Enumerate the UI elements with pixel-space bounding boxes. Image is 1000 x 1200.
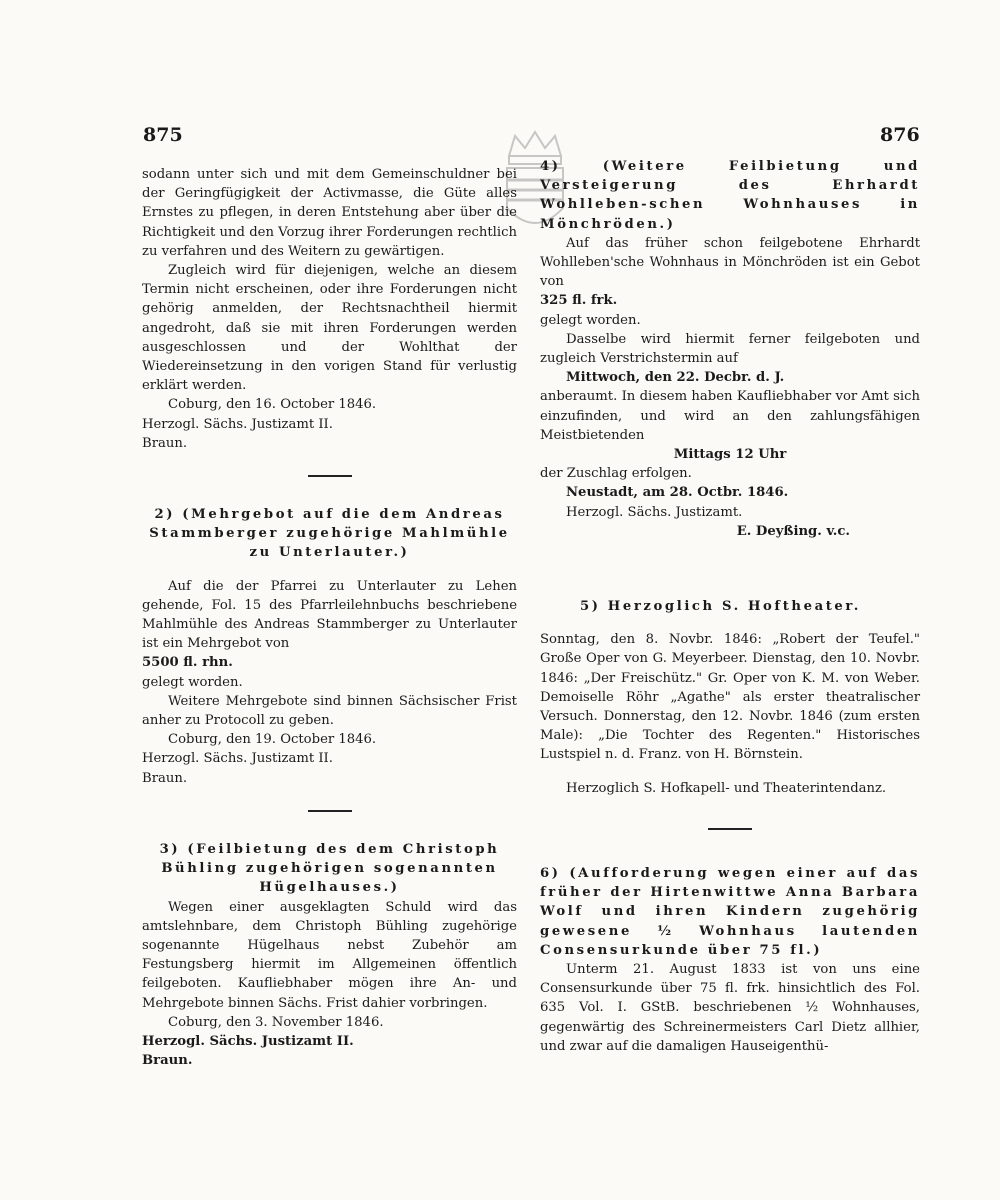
place-date: Coburg, den 19. October 1846.: [168, 732, 377, 748]
award-text: der Zuschlag erfolgen.: [540, 466, 692, 482]
notice-body: Auf die der Pfarrei zu Unterlauter zu Lehen gehende, Fol. 15 des Pfarrleilehnbuchs beschriebene Mahlmühle des Andreas Stammberger zu Unterlauter ist ein Mehrgebot von: [142, 578, 517, 652]
placed-text: gelegt worden.: [142, 674, 243, 690]
auction-time: Mittags 12 Uhr: [673, 447, 787, 463]
notice-heading: 6) (Aufforderung wegen einer auf das früher der Hirtenwittwe Anna Barbara Wolf und ihren Kindern zugehörig gewesene ½ Wohnhaus lautenden Consensurkunde über 75 fl.): [540, 865, 920, 958]
authority: Herzoglich S. Hofkapell- und Theaterintendanz.: [566, 780, 887, 796]
place-date: Coburg, den 3. November 1846.: [168, 1014, 384, 1030]
theatre-program: Sonntag, den 8. Novbr. 1846: „Robert der Teufel." Große Oper von G. Meyerbeer. Dienstag, den 10. Novbr. 1846: „Der Freischütz." Gr. Oper von K. M. von Weber. Demoiselle Röhr „Agathe" als erster theatralischer Versuch. Donnerstag, den 12. Novbr. 1846 (zum ersten Male): „Die Tochter des Regenten." Historisches Lustspiel n. d. Franz. von H. Börnstein.: [540, 632, 920, 763]
notice-body: anberaumt. In diesem haben Kaufliebhaber vor Amt sich einzufinden, und wird an den zahlungsfähigen Meistbietenden: [540, 389, 920, 443]
notice-body: Wegen einer ausgeklagten Schuld wird das amtslehnbare, dem Christoph Bühling zugehörige sogenannte Hügelhaus nebst Zubehör am Festungsberg hiermit im Allgemeinen öffentlich feilgeboten. Kaufliebhaber mögen ihre An- und Mehrgebote binnen Sächs. Frist dahier vorbringen.: [142, 899, 517, 1011]
authority: Herzogl. Sächs. Justizamt.: [566, 504, 743, 520]
signer: E. Deyßing. v.c.: [736, 523, 850, 539]
section-divider: [308, 810, 352, 812]
page-number-right: 876: [880, 124, 920, 146]
section-divider: [708, 828, 752, 830]
signer: Braun.: [142, 1053, 193, 1069]
notice-heading: 3) (Feilbietung des dem Christoph Bühling zugehörigen sogenannten Hügelhauses.): [159, 841, 500, 896]
notice-body: Weitere Mehrgebote sind binnen Sächsischer Frist anher zu Protocoll zu geben.: [142, 693, 517, 729]
authority: Herzogl. Sächs. Justizamt II.: [142, 751, 333, 767]
notice-heading: 4) (Weitere Feilbietung und Versteigerung des Ehrhardt Wohlleben-schen Wohnhauses in Mönchröden.): [540, 159, 920, 232]
threat-paragraph: Zugleich wird für diejenigen, welche an diesem Termin nicht erscheinen, oder ihre Forderungen nicht gehörig anmelden, der Rechtsnachtheil hiermit angedroht, daß sie mit ihren Forderungen werden ausgeschlossen und der Wohlthat der Wiedereinsetzung in den vorigen Stand für verlustig erklärt werden.: [142, 263, 517, 394]
right-column: [540, 157, 920, 1056]
authority: Herzogl. Sächs. Justizamt II.: [142, 416, 333, 432]
left-column: [142, 165, 517, 1070]
signer: Braun.: [142, 435, 188, 451]
bid-amount: 5500 fl. rhn.: [142, 655, 233, 671]
notice-heading: 5) Herzoglich S. Hoftheater.: [580, 599, 861, 615]
notice-body: Dasselbe wird hiermit ferner feilgeboten und zugleich Verstrichstermin auf: [540, 331, 920, 367]
placed-text: gelegt worden.: [540, 312, 641, 328]
bid-amount: 325 fl. frk.: [540, 293, 618, 309]
auction-term: Mittwoch, den 22. Decbr. d. J.: [566, 370, 785, 386]
section-divider: [308, 475, 352, 477]
page-number-left: 875: [143, 124, 183, 146]
notice-body: Auf das früher schon feilgebotene Ehrhardt Wohlleben'sche Wohnhaus in Mönchröden ist ein Gebot von: [540, 235, 920, 290]
place-date: Coburg, den 16. October 1846.: [168, 397, 377, 413]
signer: Braun.: [142, 770, 188, 786]
authority: Herzogl. Sächs. Justizamt II.: [142, 1033, 354, 1049]
intro-paragraph: sodann unter sich und mit dem Gemeinschuldner bei der Geringfügigkeit der Activmasse, die Güte alles Ernstes zu pflegen, in deren Entstehung aber über die Richtigkeit und den Vorzug ihrer Forderungen rechtlich zu verfahren und des Weitern zu gewärtigen.: [142, 167, 517, 259]
notice-heading: 2) (Mehrgebot auf die dem Andreas Stammberger zugehörige Mahlmühle zu Unterlauter.): [149, 507, 510, 561]
notice-body: Unterm 21. August 1833 ist von uns eine Consensurkunde über 75 fl. frk. hinsichtlich des Fol. 635 Vol. I. GStB. beschriebenen ½ Wohnhauses, gegenwärtig des Schreinermeisters Carl Dietz allhier, und zwar auf die damaligen Hauseigenthü-: [540, 961, 920, 1054]
place-date: Neustadt, am 28. Octbr. 1846.: [566, 485, 789, 501]
